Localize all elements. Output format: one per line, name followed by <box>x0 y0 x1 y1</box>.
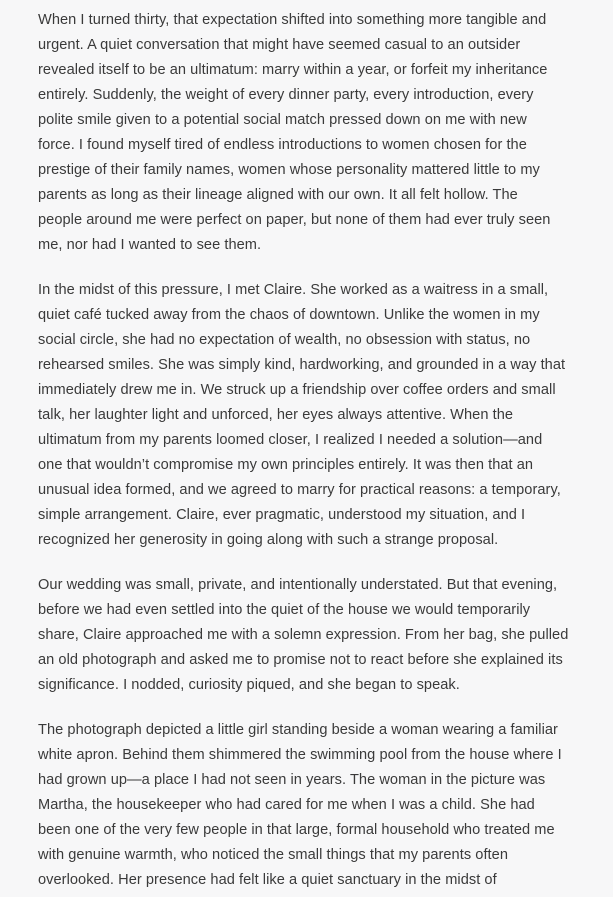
paragraph: When I turned thirty, that expectation shifted into something more tangible and urgent. A quiet conversation that might have seemed casual to an outsider revealed itself to be an ultimatum: marry within a year, or forfeit my inheritance entirely. Suddenly, the weight of every dinner party, every introduction, every polite smile given to a potential social match pressed down on me with new force. I found myself tired of endless introductions to women chosen for the prestige of their family names, women whose personality mattered little to my parents as long as their lineage aligned with our own. It all felt hollow. The people around me were perfect on paper, but none of them had ever truly seen me, nor had I wanted to see them. <box>38 12 551 253</box>
paragraph: The photograph depicted a little girl standing beside a woman wearing a familiar white apron. Behind them shimmered the swimming pool from the house where I had grown up—a place I had not seen in years. The woman in the picture was Martha, the housekeeper who had cared for me when I was a child. She had been one of the very few people in that large, formal household who treated me with genuine warmth, who noticed the small things that my parents often overlooked. Her presence had felt like a quiet sanctuary in the midst of <box>38 722 562 888</box>
paragraph: Our wedding was small, private, and intentionally understated. But that evening, before we had even settled into the quiet of the house we would temporarily share, Claire approached me with a solemn expression. From her bag, she pulled an old photograph and asked me to promise not to react before she explained its significance. I nodded, curiosity piqued, and she began to speak. <box>38 577 569 693</box>
paragraph: In the midst of this pressure, I met Claire. She worked as a waitress in a small, quiet café tucked away from the chaos of downtown. Unlike the women in my social circle, she had no expectation of wealth, no obsession with status, no rehearsed smiles. She was simply kind, hardworking, and grounded in a way that immediately drew me in. We struck up a friendship over coffee orders and small talk, her laughter light and unforced, her eyes always attentive. When the ultimatum from my parents loomed closer, I realized I needed a solution—and one that wouldn’t compromise my own principles entirely. It was then that an unusual idea formed, and we agreed to marry for practical reasons: a temporary, simple arrangement. Claire, ever pragmatic, understood my situation, and I recognized her generosity in going along with such a strange proposal. <box>38 282 566 548</box>
